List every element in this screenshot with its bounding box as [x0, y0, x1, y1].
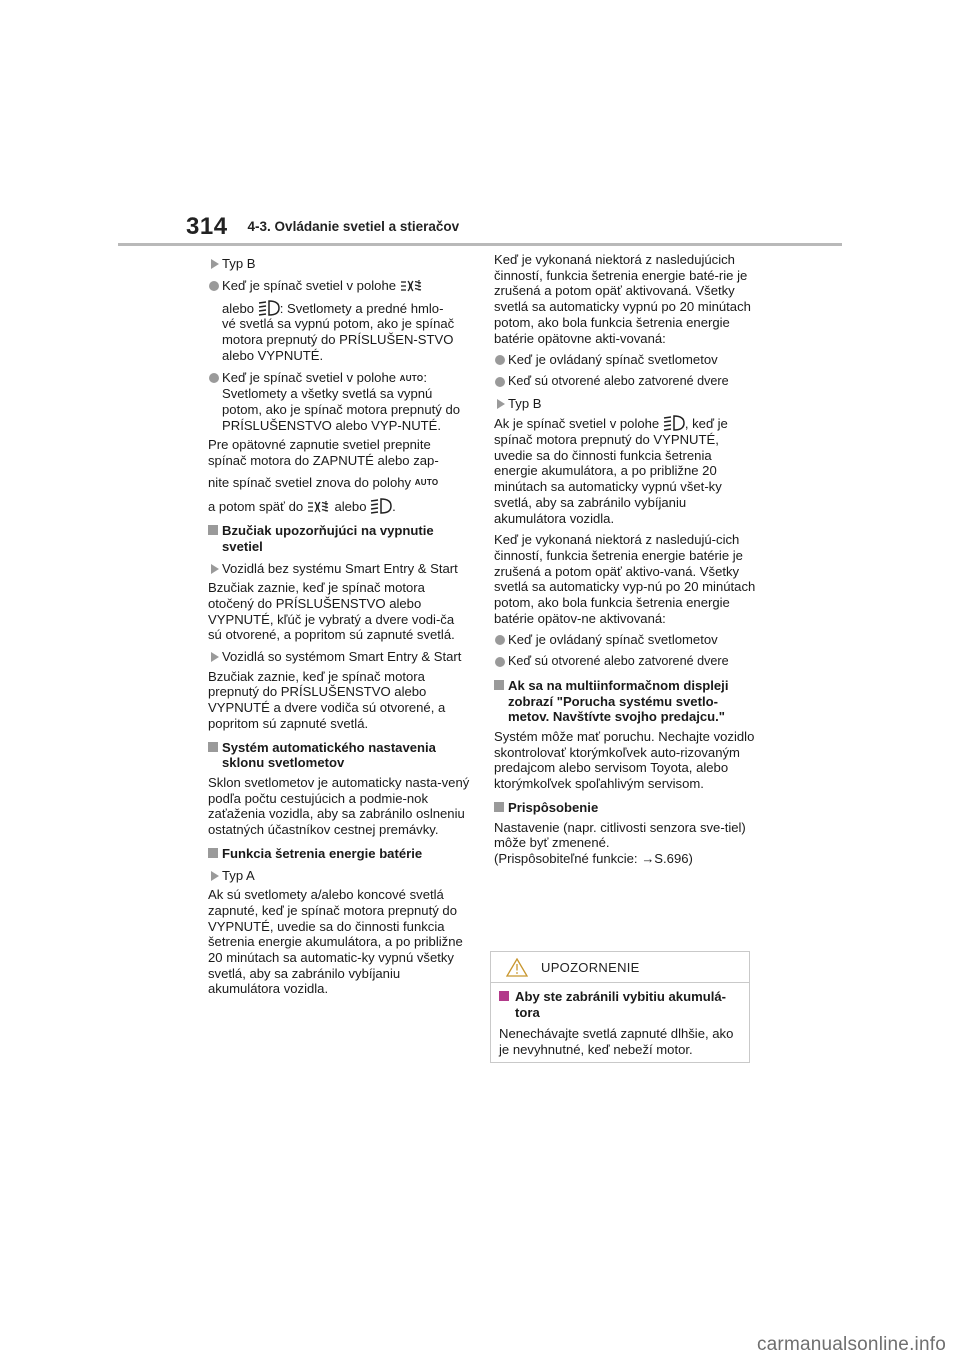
headlight-icon: [258, 300, 280, 316]
paragraph: Systém môže mať poruchu. Nechajte vozidlo skontrolovať ktorýmkoľvek auto-rizovaným predajcom alebo servisom Toyota, alebo ktorýmkoľvek spoľahlivým servisom.: [494, 728, 755, 792]
paragraph: Bzučiak zaznie, keď je spínač motora prepnutý do PRÍSLUŠENSTVO alebo VYPNUTÉ a dvere vodiča sú otvorené, a popritom sú zapnuté svetlá.: [208, 668, 446, 731]
headlight-icon: [370, 498, 392, 514]
warning-heading: Aby ste zabránili vybitiu akumulá-tora: [499, 989, 741, 1020]
section-heading: Ak sa na multiinformačnom displeji zobrazí "Porucha systému svetlo-metov. Navštívte svojho predajcu.": [494, 678, 756, 725]
square-marker-icon: [208, 525, 218, 535]
bullet-item: Keď je ovládaný spínač svetlometov: [494, 352, 756, 368]
subheading: Vozidlá so systémom Smart Entry & Start: [208, 649, 470, 665]
square-marker-icon: [494, 680, 504, 690]
typ-b-heading: Typ B: [208, 256, 470, 272]
triangle-marker-icon: [211, 259, 219, 269]
fog-lamp-icon: [400, 279, 424, 293]
warning-title: UPOZORNENIE: [541, 960, 640, 975]
bullet-item: Keď sú otvorené alebo zatvorené dvere: [494, 374, 756, 390]
section-heading: Prispôsobenie: [494, 800, 756, 816]
auto-icon: AUTO: [414, 477, 439, 487]
bullet-icon: [495, 355, 505, 365]
section-heading: Funkcia šetrenia energie batérie: [208, 846, 470, 862]
subheading: Typ B: [494, 396, 756, 412]
watermark: carmanualsonline.info: [756, 1334, 946, 1355]
page-header: [186, 213, 459, 241]
bullet-icon: [209, 373, 219, 383]
subheading: Vozidlá bez systému Smart Entry & Start: [208, 561, 470, 577]
paragraph: Pre opätovné zapnutie svetiel prepnite spínač motora do ZAPNUTÉ alebo zap-: [208, 437, 439, 469]
section-heading: Bzučiak upozorňujúci na vypnutie svetiel: [208, 523, 470, 554]
paragraph: Keď je vykonaná niektorá z nasledujúcich činností, funkcia šetrenia energie baté-rie je zrušená a potom opäť aktivovaná. Všetky svetlá sa automaticky vypnú po 20 minútach potom, ako bola funkcia šetrenia energie batérie opätovne akti-vovaná:: [494, 252, 751, 346]
square-marker-icon: [494, 802, 504, 812]
warning-header: [491, 952, 749, 983]
auto-icon: AUTO: [399, 373, 424, 383]
triangle-marker-icon: [497, 399, 505, 409]
subheading: Typ A: [208, 868, 470, 884]
fog-lamp-icon: [307, 500, 331, 514]
paragraph: Ak je spínač svetiel v polohe , keď je spínač motora prepnutý do VYPNUTÉ, uvedie sa do činnosti funkcia šetrenia energie akumulátora, a po približne 20 minútach sa automaticky vypnú všet-ky svetlá, aby sa zabránilo vybíjaniu akumulátora vozidla.: [494, 416, 728, 526]
section-heading: Systém automatického nastavenia sklonu svetlometov: [208, 740, 470, 771]
paragraph: Ak sú svetlomety a/alebo koncové svetlá zapnuté, keď je spínač motora prepnutý do VYPNUTÉ, uvedie sa do činnosti funkcia šetrenia energie akumulátora, a po približne 20 minútach sa automatic-ky vypnú všetky svetlá, aby sa zabránilo vybíjaniu akumulátora vozidla.: [208, 887, 463, 997]
warning-box: [490, 951, 750, 1063]
cross-reference: (Prispôsobiteľné funkcie: →S.696): [494, 850, 693, 866]
square-marker-icon: [499, 991, 509, 1001]
triangle-marker-icon: [211, 871, 219, 881]
square-marker-icon: [208, 848, 218, 858]
bullet-icon: [495, 657, 505, 667]
paragraph: Nastavenie (napr. citlivosti senzora sve-tiel) môže byť zmenené.: [494, 819, 746, 851]
square-marker-icon: [208, 742, 218, 752]
paragraph: a potom späť do alebo .: [208, 499, 396, 515]
warning-triangle-icon: [506, 958, 528, 977]
bullet-item: Keď je spínač svetiel v polohe AUTO: Svetlomety a všetky svetlá sa vypnú potom, ako je spínač motora prepnutý do PRÍSLUŠENSTVO alebo VYP-NUTÉ.: [208, 370, 470, 434]
warning-body: [491, 983, 749, 1058]
bullet-item: Keď sú otvorené alebo zatvorené dvere: [494, 654, 756, 670]
header-rule: [118, 243, 842, 246]
warning-text: Nenechávajte svetlá zapnuté dlhšie, ako je nevyhnutné, keď nebeží motor.: [499, 1026, 734, 1058]
triangle-marker-icon: [211, 652, 219, 662]
right-column: [494, 252, 756, 871]
paragraph: Keď je vykonaná niektorá z nasledujú-cich činností, funkcia šetrenia energie batérie je zrušená a potom opäť aktivo-vaná. Všetky svetlá sa automaticky vyp-nú po 20 minútach potom, ako bola funkcia šetrenia energie batérie opätov-ne aktivovaná:: [494, 532, 756, 626]
bullet-item: Keď je ovládaný spínač svetlometov: [494, 632, 756, 648]
paragraph: nite spínač svetiel znova do polohy AUTO: [208, 474, 439, 490]
paragraph: Sklon svetlometov je automaticky nasta-vený podľa počtu cestujúcich a podmie-nok zaťaženia vozidla, aby sa zabránilo oslneniu ostatných účastníkov cestnej premávky.: [208, 774, 470, 838]
paragraph: Bzučiak zaznie, keď je spínač motora otočený do PRÍSLUŠENSTVO alebo VYPNUTÉ, kľúč je vybratý a dvere vodi-ča sú otvorené, a popritom sú zapnuté svetlá.: [208, 580, 455, 643]
headlight-icon: [663, 415, 685, 431]
chapter-title: 4-3. Ovládanie svetiel a stieračov: [247, 219, 460, 234]
bullet-item: Keď je spínač svetiel v polohe alebo : Svetlomety a predné hmlo- vé svetlá sa vypnú potom, ako je spínač motora prepnutý do PRÍSLUŠEN-STVO alebo VYPNUTÉ.: [208, 278, 470, 364]
bullet-icon: [495, 377, 505, 387]
bullet-icon: [495, 635, 505, 645]
triangle-marker-icon: [211, 564, 219, 574]
page-number: 314: [186, 213, 228, 240]
bullet-icon: [209, 281, 219, 291]
left-column: [208, 252, 470, 1001]
